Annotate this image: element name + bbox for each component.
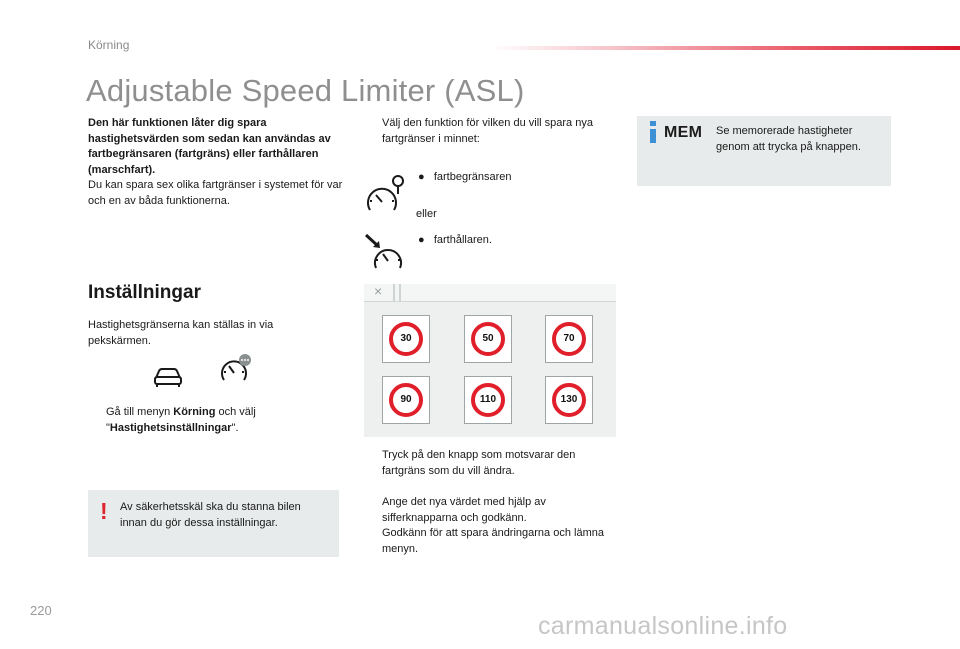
speed-button-110[interactable] bbox=[464, 376, 512, 424]
speed-limit-sign-icon: 70 bbox=[552, 322, 586, 356]
intro-paragraph bbox=[88, 116, 343, 209]
step-press-button: Tryck på den knapp som motsvarar den fartgräns som du vill ändra. bbox=[382, 449, 576, 477]
speed-limit-sign-icon: 90 bbox=[389, 383, 423, 417]
speed-limiter-icon bbox=[364, 172, 408, 216]
header-accent-bar bbox=[490, 46, 960, 50]
option-speed-limiter: ● fartbegränsaren bbox=[418, 171, 512, 183]
speed-limit-sign-icon: 30 bbox=[389, 322, 423, 356]
info-icon bbox=[648, 121, 658, 143]
option-cruise-control: ● farthållaren. bbox=[418, 234, 492, 246]
separator bbox=[393, 284, 395, 301]
warning-text: Av säkerhetsskäl ska du stanna bilen innan du gör dessa inställningar. bbox=[120, 501, 301, 529]
page-number: 220 bbox=[30, 603, 52, 618]
speed-limit-sign-icon: 50 bbox=[471, 322, 505, 356]
watermark: carmanualsonline.info bbox=[538, 612, 788, 640]
settings-step: Gå till menyn Körning och välj "Hastighetsinställningar". bbox=[106, 406, 256, 434]
speed-button-90[interactable] bbox=[382, 376, 430, 424]
touchscreen-mockup bbox=[364, 284, 616, 437]
step-select-function: Välj den funktion för vilken du vill spara nya fartgränser i minnet: bbox=[382, 117, 593, 145]
menu-name: Körning bbox=[173, 406, 216, 418]
info-text: Se memorerade hastigheter genom att trycka på knappen. bbox=[716, 125, 861, 153]
setting-name: Hastighetsinställningar bbox=[109, 421, 232, 434]
section-label: Körning bbox=[88, 38, 130, 52]
speed-limit-sign-icon: 130 bbox=[552, 383, 586, 417]
speed-button-70[interactable] bbox=[545, 315, 593, 363]
cruise-control-icon bbox=[364, 232, 408, 272]
step-confirm: Godkänn för att spara ändringarna och lämna menyn. bbox=[382, 527, 604, 555]
separator bbox=[399, 284, 401, 301]
intro-text: Du kan spara sex olika fartgränser i systemet för var och en av båda funktionerna. bbox=[88, 179, 343, 207]
settings-heading: Inställningar bbox=[88, 282, 201, 303]
page-title: Adjustable Speed Limiter (ASL) bbox=[86, 73, 525, 108]
speed-limit-sign-icon: 110 bbox=[471, 383, 505, 417]
settings-paragraph: Hastighetsgränserna kan ställas in via pekskärmen. bbox=[88, 319, 274, 347]
speed-settings-icon bbox=[219, 353, 253, 385]
car-icon bbox=[153, 366, 183, 388]
close-icon[interactable]: × bbox=[374, 283, 383, 299]
warning-icon: ! bbox=[100, 498, 108, 524]
speed-button-30[interactable] bbox=[382, 315, 430, 363]
step-enter-value: Ange det nya värdet med hjälp av sifferknapparna och godkänn. bbox=[382, 496, 546, 524]
intro-bold-text: Den här funktionen låter dig spara hastighetsvärden som sedan kan användas av fartbegränsaren (fartgräns) eller farthållaren (marschfart). bbox=[88, 117, 331, 176]
or-text: eller bbox=[416, 208, 437, 220]
screen-top-bar bbox=[364, 284, 616, 302]
speed-button-50[interactable] bbox=[464, 315, 512, 363]
speed-button-130[interactable] bbox=[545, 376, 593, 424]
mem-label: MEM bbox=[664, 124, 703, 141]
